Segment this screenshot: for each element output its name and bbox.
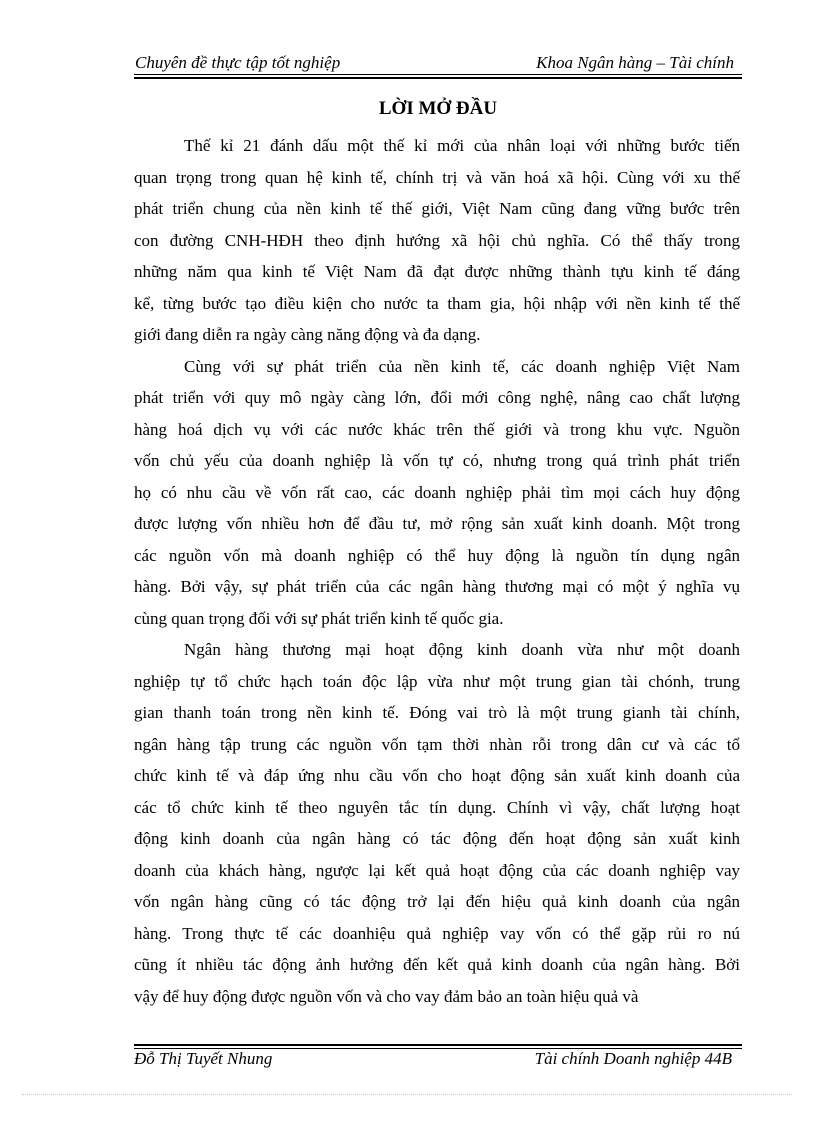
footer-author: Đỗ Thị Tuyết Nhung — [134, 1049, 273, 1068]
text-line: chức kinh tế và đáp ứng nhu cầu vốn cho hoạt động sản xuất kinh doanh của — [134, 766, 740, 785]
page-footer — [134, 1048, 742, 1070]
text-line: phát triển với quy mô ngày càng lớn, đổi mới công nghệ, nâng cao chất lượng — [134, 388, 740, 407]
text-line: Cùng với sự phát triển của nền kinh tế, các doanh nghiệp Việt Nam — [184, 356, 740, 376]
text-line: ngân hàng tập trung các nguồn vốn tạm thời nhàn rỗi trong dân cư và các tổ — [134, 734, 740, 754]
text-line: họ có nhu cầu về vốn rất cao, các doanh nghiệp phải tìm mọi cách huy động — [134, 482, 740, 502]
paragraph — [134, 634, 740, 1012]
text-line: vậy để huy động được nguồn vốn và cho vay đảm bảo an toàn hiệu quả và — [134, 986, 639, 1006]
text-line: hàng. Trong thực tế các doanhiệu quả nghiệp vay vốn có thể gặp rủi ro nú — [134, 923, 740, 943]
header-double-rule — [134, 74, 742, 79]
document-body — [134, 130, 740, 1012]
text-line: doanh của khách hàng, ngược lại kết quả hoạt động của các doanh nghiệp vay — [134, 860, 740, 880]
footer-class: Tài chính Doanh nghiệp 44B — [534, 1049, 732, 1068]
page-header — [134, 52, 742, 74]
paragraph — [134, 351, 740, 635]
text-line: hàng. Bởi vậy, sự phát triển của các ngân hàng thương mại có một ý nghĩa vụ — [134, 577, 740, 596]
text-line: nghiệp tự tổ chức hạch toán độc lập vừa như một trung gian tài chónh, trung — [134, 671, 740, 691]
text-line: hàng hoá dịch vụ với các nước khác trên thế giới và trong khu vực. Nguồn — [134, 419, 740, 439]
text-line: cũng ít nhiều tác động ảnh hưởng đến kết quả kinh doanh của ngân hàng. Bởi — [134, 955, 740, 974]
text-line: các nguồn vốn mà doanh nghiệp có thể huy động là nguồn tín dụng ngân — [134, 545, 740, 565]
text-line: gian thanh toán trong nền kinh tế. Đóng vai trò là một trung gianh tài chính, — [134, 703, 740, 722]
text-line: phát triển chung của nền kinh tế thế giới, Việt Nam cũng đang vững bước trên — [134, 199, 740, 218]
header-faculty: Khoa Ngân hàng – Tài chính — [536, 53, 734, 72]
text-line: cùng quan trọng đối với sự phát triển kinh tế quốc gia. — [134, 608, 504, 628]
document-title: LỜI MỞ ĐẦU — [378, 98, 498, 119]
text-line: vốn ngân hàng cũng có tác động trở lại đến hiệu quả kinh doanh của ngân — [134, 892, 740, 911]
text-line: Thế kỉ 21 đánh dấu một thế kỉ mới của nhân loại với những bước tiến — [184, 136, 740, 155]
text-line: động kinh doanh của ngân hàng có tác động đến hoạt động sản xuất kinh — [134, 829, 740, 848]
text-line: các tổ chức kinh tế theo nguyên tắc tín dụng. Chính vì vậy, chất lượng hoạt — [134, 797, 740, 817]
paragraph — [134, 130, 740, 351]
text-line: Ngân hàng thương mại hoạt động kinh doanh vừa như một doanh — [184, 640, 740, 659]
text-line: được lượng vốn nhiều hơn để đầu tư, mở rộng sản xuất kinh doanh. Một trong — [134, 514, 740, 533]
page-boundary-line — [22, 1094, 792, 1095]
text-line: kể, từng bước tạo điều kiện cho nước ta tham gia, hội nhập với nền kinh tế thế — [134, 293, 740, 313]
text-line: quan trọng trong quan hệ kinh tế, chính trị và văn hoá xã hội. Cùng với xu thế — [134, 167, 740, 187]
text-line: con đường CNH-HĐH theo định hướng xã hội chủ nghĩa. Có thể thấy trong — [134, 230, 740, 250]
text-line: những năm qua kinh tế Việt Nam đã đạt được những thành tựu kinh tế đáng — [134, 262, 740, 281]
text-line: giới đang diễn ra ngày càng năng động và đa dạng. — [134, 325, 481, 344]
text-line: vốn chủ yếu của doanh nghiệp là vốn tự có, nhưng trong quá trình phát triển — [134, 451, 740, 470]
header-course-title: Chuyên đề thực tập tốt nghiệp — [135, 53, 341, 72]
